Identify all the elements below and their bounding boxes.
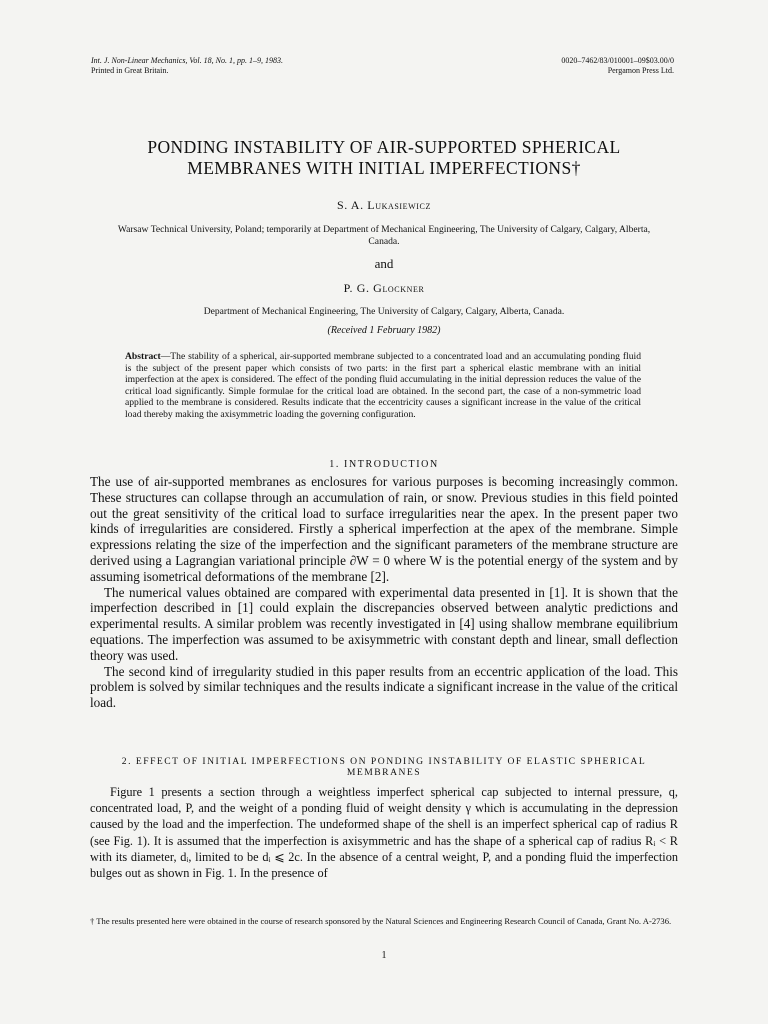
paragraph: The numerical values obtained are compared with experimental data presented in [1]. It is shown that the imperfection described in [1] could explain the discrepancies observed between analytic predictions and experimental results. A similar problem was recently investigated in [4] using shallow membrane equilibrium equations. The imperfection was assumed to be axisymmetric with constant depth and linear, small deflection theory was used. (90, 584, 678, 663)
paragraph: Figure 1 presents a section through a weightless imperfect spherical cap subjected to internal pressure, q, concentrated load, P, and the weight of a ponding fluid of weight density γ which is accumulating in the depression caused by the load and the imperfection. The undeformed shape of the shell is an imperfect spherical cap of radius R (see Fig. 1). It is assumed that the imperfection is axisymmetric and has the shape of a spherical cap of radius Rᵢ < R with its diameter, dᵢ, limited to be dᵢ ⩽ 2c. In the absence of a central weight, P, and a ponding fluid the imperfection bulges out as shown in Fig. 1. In the presence of (90, 785, 678, 881)
abstract-text: —The stability of a spherical, air-supported membrane subjected to a concentrated load and an accumulating ponding fluid is the subject of the present paper which consists of two parts: in the first part a spherical elastic membrane with an initial imperfection at the apex is considered. The effect of the ponding fluid accumulating in the initial depression reduces the value of the critical load significantly. Simple formulae for the critical load are obtained. In the second part, the case of a non-symmetric load applied to the membrane is considered. Results indicate that the eccentricity causes a significant increase in the value of the critical load thereby making the axisymmetric loading the governing configuration. (125, 351, 641, 420)
publisher-line: Pergamon Press Ltd. (607, 66, 674, 75)
received-date: (Received 1 February 1982) (327, 325, 441, 336)
paragraph: The use of air-supported membranes as enclosures for various purposes is becoming increasingly common. These structures can collapse through an accumulation of rain, or snow. Previous studies in this field pointed out the great sensitivity of the critical load to surface irregularities near the apex. In the present paper two kinds of irregularities are considered. Firstly a spherical imperfection at the apex of the membrane. Simple expressions relating the size of the imperfection and the significant parameters of the membrane structure are derived using a Lagrangian variational principle ∂W = 0 where W is the potential energy of the system and by assuming isometrical deformations of the membrane [2]. (90, 474, 678, 584)
footnote: † The results presented here were obtained in the course of research sponsored by the Natural Sciences and Engineering Research Council of Canada, Grant No. A-2736. (90, 916, 672, 926)
publisher-code (561, 56, 674, 76)
paper-title: PONDING INSTABILITY OF AIR-SUPPORTED SPHERICAL MEMBRANES WITH INITIAL IMPERFECTIONS† (147, 137, 621, 178)
section-heading-introduction: 1. INTRODUCTION (329, 459, 439, 470)
introduction-body (90, 474, 678, 711)
page-number: 1 (381, 950, 387, 961)
printed-line: Printed in Great Britain. (91, 66, 169, 75)
affiliation-2: Department of Mechanical Engineering, The University of Calgary, Calgary, Alberta, Canada. (203, 306, 565, 317)
affiliation-1: Warsaw Technical University, Poland; temporarily at Department of Mechanical Engineering, The University of Calgary, Calgary, Alberta, Canada. (117, 224, 651, 247)
and-separator: and (374, 256, 394, 271)
section-heading-2: 2. EFFECT OF INITIAL IMPERFECTIONS ON PONDING INSTABILITY OF ELASTIC SPHERICAL MEMBRANES (121, 756, 647, 778)
paragraph: The second kind of irregularity studied in this paper results from an eccentric application of the load. This problem is solved by similar techniques and the results indicate a significant increase in the value of the critical load. (90, 663, 678, 711)
journal-citation (91, 56, 283, 76)
author-2: P. G. Glockner (343, 281, 425, 295)
author-1: S. A. Lukasiewicz (337, 198, 431, 212)
journal-line: Int. J. Non-Linear Mechanics, Vol. 18, No. 1, pp. 1–9, 1983. (91, 56, 283, 65)
abstract-label: Abstract (125, 351, 161, 362)
abstract (125, 351, 641, 421)
code-line: 0020–7462/83/010001–09$03.00/0 (561, 56, 674, 65)
section-2-body (90, 784, 678, 881)
